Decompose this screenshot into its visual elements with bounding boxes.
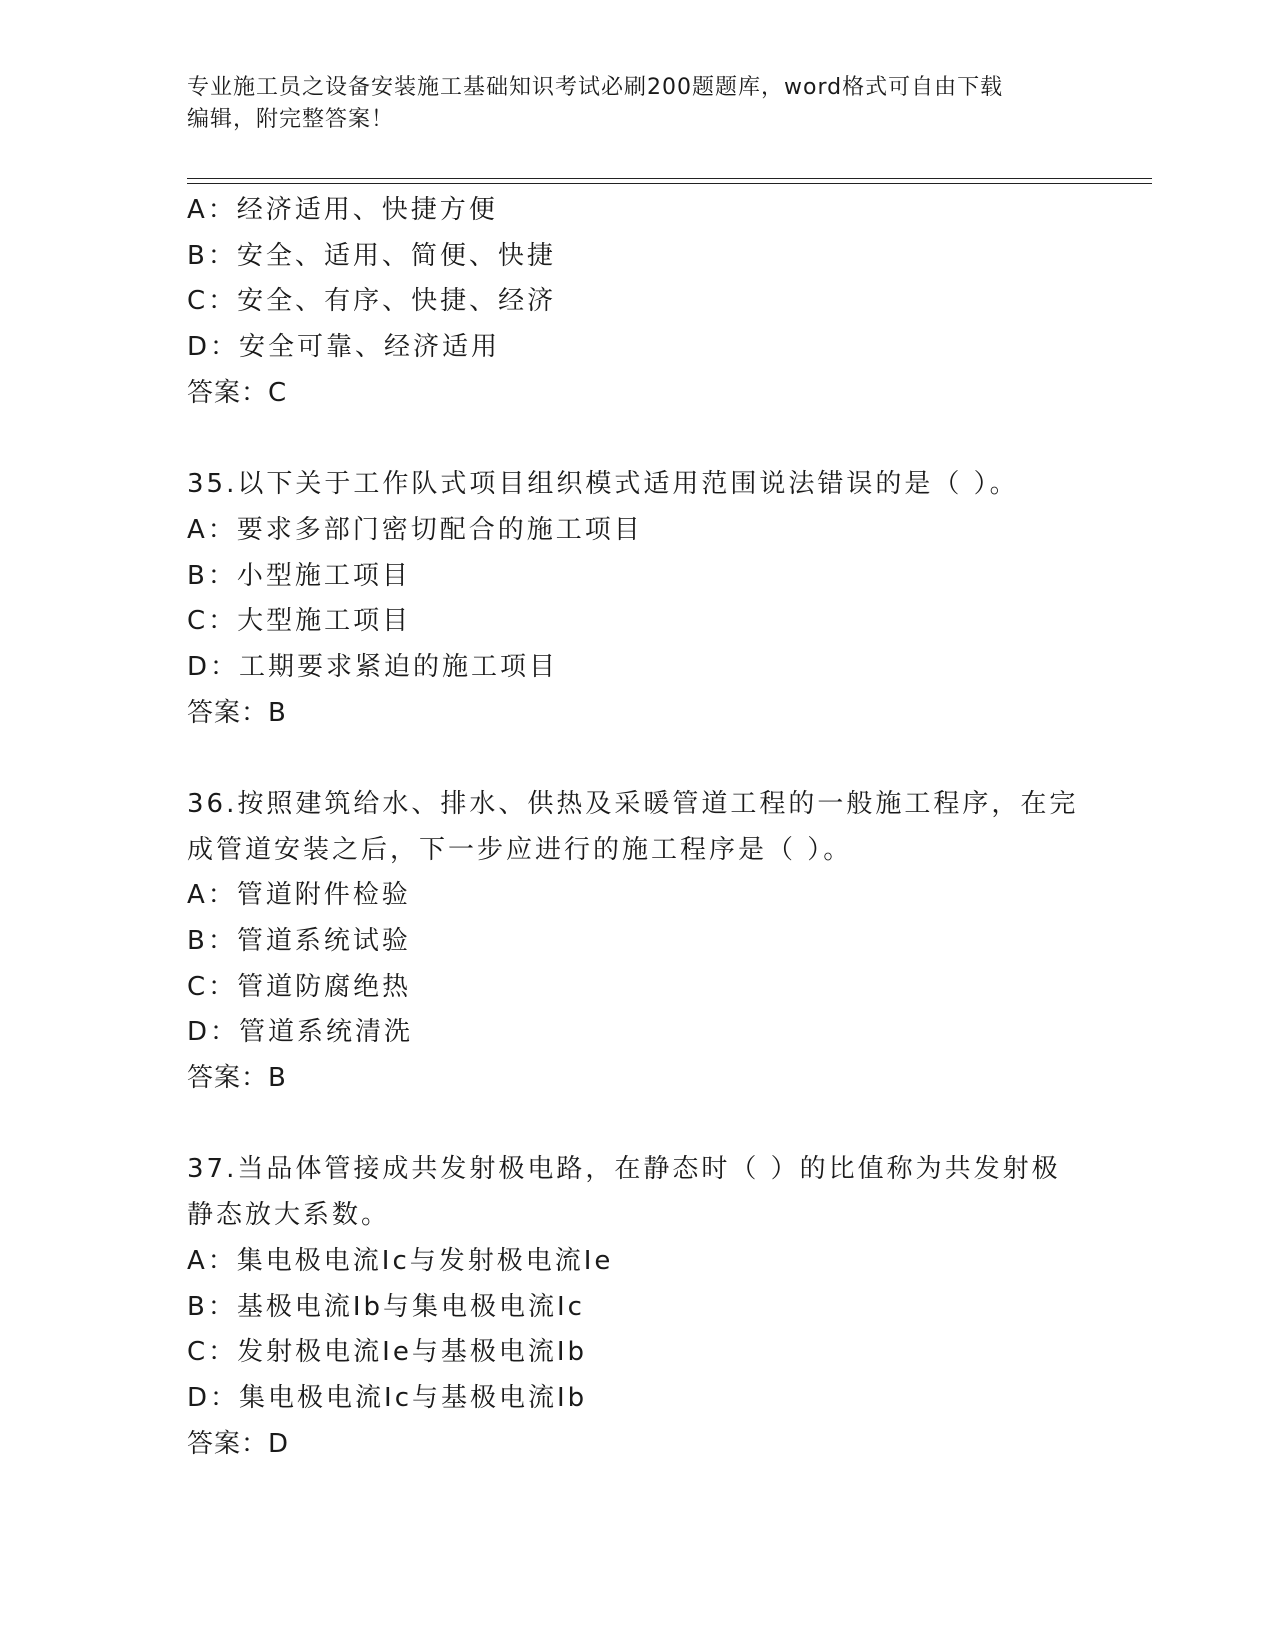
option-c: C：管道防腐绝热 bbox=[187, 971, 412, 1002]
header-line-1: 专业施工员之设备安装施工基础知识考试必刷200题题库，word格式可自由下载 bbox=[187, 75, 1004, 100]
answer-line: 答案：B bbox=[187, 1063, 287, 1094]
question-block-34 bbox=[187, 188, 1087, 416]
question-text: 37.当品体管接成共发射极电路，在静态时（ ）的比值称为共发射极 bbox=[187, 1154, 1061, 1185]
spacer bbox=[187, 416, 1087, 462]
option-d: D：工期要求紧迫的施工项目 bbox=[187, 651, 559, 682]
option-d: D：安全可靠、经济适用 bbox=[187, 332, 501, 363]
option-a: A：经济适用、快捷方便 bbox=[187, 195, 498, 225]
option-b: B：基极电流Ib与集电极电流Ic bbox=[187, 1291, 585, 1322]
answer-line: 答案：D bbox=[187, 1428, 290, 1459]
answer-line: 答案：C bbox=[187, 377, 288, 408]
option-a: A：集电极电流Ic与发射极电流Ie bbox=[187, 1245, 614, 1276]
question-block-35 bbox=[187, 462, 1087, 736]
spacer bbox=[187, 736, 1087, 782]
spacer bbox=[187, 1102, 1087, 1148]
option-d: D：集电极电流Ic与基极电流Ib bbox=[187, 1382, 588, 1413]
header-rule-top bbox=[187, 178, 1152, 179]
question-text-cont: 成管道安装之后，下一步应进行的施工程序是（ ）。 bbox=[187, 834, 853, 865]
option-b: B：管道系统试验 bbox=[187, 926, 411, 956]
question-text-cont: 静态放大系数。 bbox=[187, 1200, 391, 1231]
option-c: C：大型施工项目 bbox=[187, 606, 412, 637]
option-a: A：要求多部门密切配合的施工项目 bbox=[187, 514, 643, 545]
document-header bbox=[187, 72, 1087, 136]
question-text: 36.按照建筑给水、排水、供热及采暖管道工程的一般施工程序，在完 bbox=[187, 788, 1079, 819]
question-list bbox=[187, 188, 1087, 1467]
question-block-37 bbox=[187, 1147, 1087, 1467]
question-block-36 bbox=[187, 782, 1087, 1102]
option-b: B：安全、适用、简便、快捷 bbox=[187, 240, 556, 271]
answer-line: 答案：B bbox=[187, 697, 287, 728]
question-text: 35.以下关于工作队式项目组织模式适用范围说法错误的是（ ）。 bbox=[187, 469, 1019, 500]
option-b: B：小型施工项目 bbox=[187, 560, 411, 591]
option-d: D：管道系统清洗 bbox=[187, 1017, 414, 1048]
option-c: C：安全、有序、快捷、经济 bbox=[187, 286, 557, 317]
header-rule-bottom bbox=[187, 183, 1152, 184]
option-a: A：管道附件检验 bbox=[187, 880, 411, 911]
option-c: C：发射极电流Ie与基极电流Ib bbox=[187, 1337, 587, 1368]
header-line-2: 编辑，附完整答案！ bbox=[187, 107, 395, 132]
